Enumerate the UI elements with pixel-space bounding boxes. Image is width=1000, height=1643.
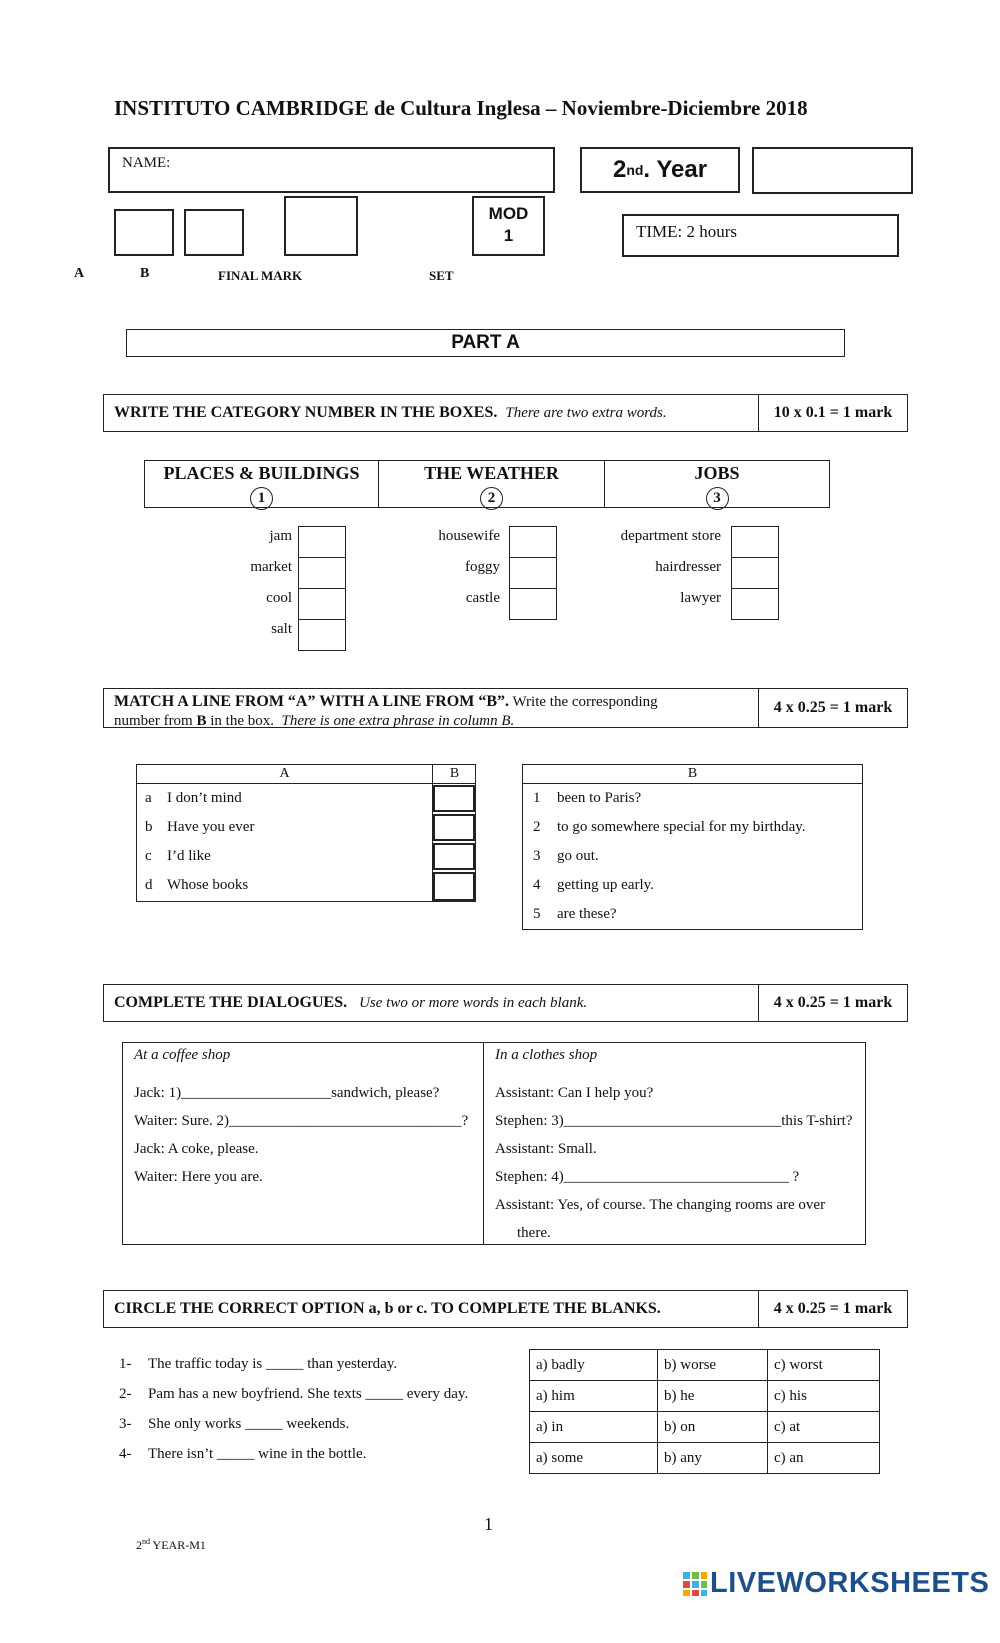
time-label: TIME: 2 hours — [636, 222, 738, 241]
logo-text: LIVEWORKSHEETS — [710, 1567, 990, 1599]
year-suffix: nd — [626, 162, 644, 178]
clothes-title: In a clothes shop — [495, 1047, 598, 1063]
b-text: getting up early. — [557, 877, 654, 893]
match-answer-box[interactable] — [433, 843, 475, 870]
section4-mark: 4 x 0.25 = 1 mark — [773, 1300, 893, 1317]
a-letter: d — [145, 877, 153, 893]
category-name: THE WEATHER — [424, 463, 559, 483]
page-number: 1 — [484, 1514, 493, 1534]
category-places — [144, 460, 379, 508]
dialogue-box — [122, 1042, 866, 1245]
a-letter: c — [145, 848, 152, 864]
question-row — [119, 1356, 397, 1373]
b-row — [533, 871, 806, 900]
category-name: JOBS — [694, 463, 740, 483]
time-box — [622, 214, 899, 257]
a-text: Have you ever — [167, 819, 255, 835]
option-c[interactable]: c) an — [768, 1443, 880, 1474]
b-num: 2 — [533, 819, 541, 835]
match-table-a — [136, 764, 476, 902]
section2-instruction: MATCH A LINE FROM “A” WITH A LINE FROM “B”. — [114, 693, 509, 710]
match-answer-box[interactable] — [433, 872, 475, 901]
b-row — [533, 842, 806, 871]
mod-box — [472, 196, 545, 256]
answer-box[interactable] — [509, 588, 557, 620]
section3-note: Use two or more words in each blank. — [359, 995, 588, 1011]
col-b-header: B — [432, 765, 476, 784]
section1-note: There are two extra words. — [505, 405, 667, 421]
dialogue-divider — [483, 1043, 484, 1244]
a-text: I’d like — [167, 848, 211, 864]
category-number: 2 — [480, 487, 503, 510]
a-row — [145, 813, 254, 842]
section1-instruction: WRITE THE CATEGORY NUMBER IN THE BOXES. — [114, 404, 498, 421]
answer-box[interactable] — [731, 588, 779, 620]
question-number: 4- — [119, 1446, 132, 1462]
b-row — [533, 784, 806, 813]
section3-mark: 4 x 0.25 = 1 mark — [773, 994, 893, 1011]
coffee-title: At a coffee shop — [134, 1047, 231, 1063]
option-c[interactable]: c) at — [768, 1412, 880, 1443]
word-item: salt — [271, 621, 292, 637]
section1-mark: 10 x 0.1 = 1 mark — [773, 404, 893, 421]
option-b[interactable]: b) worse — [658, 1350, 768, 1381]
question-number: 3- — [119, 1416, 132, 1432]
option-b[interactable]: b) on — [658, 1412, 768, 1443]
section1-header — [103, 394, 908, 432]
word-item: housewife — [438, 528, 500, 544]
question-text: There isn’t _____ wine in the bottle. — [148, 1446, 367, 1462]
label-set: SET — [429, 268, 454, 283]
a-row — [145, 784, 254, 813]
liveworksheets-logo — [682, 1567, 989, 1600]
dialogue-line[interactable]: Jack: 1)____________________sandwich, please? — [134, 1085, 440, 1101]
question-row — [119, 1446, 366, 1463]
b-num: 4 — [533, 877, 541, 893]
section2-line2: number from — [114, 713, 197, 729]
code-pre: 2 — [136, 1538, 142, 1552]
col-a-header: A — [137, 765, 432, 784]
dialogue-line[interactable]: Stephen: 3)_____________________________this T-shirt? — [495, 1113, 853, 1129]
dialogue-line[interactable]: Stephen: 4)______________________________ ? — [495, 1169, 800, 1185]
option-b[interactable]: b) he — [658, 1381, 768, 1412]
option-b[interactable]: b) any — [658, 1443, 768, 1474]
section4-instruction: CIRCLE THE CORRECT OPTION a, b or c. TO COMPLETE THE BLANKS. — [114, 1300, 661, 1317]
word-item: castle — [465, 590, 500, 606]
dialogue-line: Assistant: Yes, of course. The changing rooms are over — [495, 1197, 826, 1213]
logo-grid-icon — [682, 1571, 708, 1597]
year-box — [580, 147, 740, 193]
option-c[interactable]: c) worst — [768, 1350, 880, 1381]
section4-header — [103, 1290, 908, 1328]
question-row — [119, 1386, 468, 1403]
options-table — [529, 1349, 880, 1474]
mod-number: 1 — [503, 226, 514, 245]
section2-note: There is one extra phrase in column B. — [281, 713, 515, 729]
a-row — [145, 842, 254, 871]
option-a[interactable]: a) in — [530, 1412, 658, 1443]
option-a[interactable]: a) him — [530, 1381, 658, 1412]
option-a[interactable]: a) some — [530, 1443, 658, 1474]
document-title: INSTITUTO CAMBRIDGE de Cultura Inglesa – Noviembre-Diciembre 2018 — [114, 96, 808, 120]
dialogue-line: Jack: A coke, please. — [134, 1141, 259, 1157]
answer-box[interactable] — [509, 557, 557, 589]
label-b: B — [140, 266, 150, 281]
clothes-dialogue — [495, 1043, 853, 1247]
match-table-b — [522, 764, 863, 930]
b-num: 1 — [533, 790, 541, 806]
question-text: She only works _____ weekends. — [148, 1416, 350, 1432]
question-row — [119, 1416, 349, 1433]
answer-box[interactable] — [298, 619, 346, 651]
options-row — [530, 1381, 880, 1412]
b-table-header: B — [523, 765, 862, 784]
label-a: A — [74, 266, 85, 281]
question-number: 1- — [119, 1356, 132, 1372]
dialogue-line: Assistant: Can I help you? — [495, 1085, 654, 1101]
a-row — [145, 871, 254, 900]
question-text: Pam has a new boyfriend. She texts _____ every day. — [148, 1386, 469, 1402]
category-jobs — [604, 460, 830, 508]
a-text: Whose books — [167, 877, 249, 893]
a-rows — [145, 784, 254, 900]
question-number: 2- — [119, 1386, 132, 1402]
category-number: 3 — [706, 487, 729, 510]
options-row — [530, 1350, 880, 1381]
section3-instruction: COMPLETE THE DIALOGUES. — [114, 994, 348, 1011]
b-num: 5 — [533, 906, 541, 922]
code-post: YEAR-M1 — [150, 1538, 206, 1552]
option-a[interactable]: a) badly — [530, 1350, 658, 1381]
match-answer-box[interactable] — [433, 814, 475, 841]
year-rest: . Year — [643, 156, 708, 183]
year-number: 2 — [612, 156, 627, 183]
part-a-label: PART A — [451, 332, 520, 353]
word-item: foggy — [465, 559, 500, 575]
word-item: lawyer — [680, 590, 721, 606]
options-row — [530, 1412, 880, 1443]
a-letter: b — [145, 819, 153, 835]
b-text: are these? — [557, 906, 617, 922]
a-text: I don’t mind — [167, 790, 242, 806]
category-number: 1 — [250, 487, 273, 510]
section2-line2-b: B — [196, 713, 207, 729]
dialogue-line[interactable]: Waiter: Sure. 2)_______________________________? — [134, 1113, 469, 1129]
answer-box[interactable] — [298, 526, 346, 558]
word-item: hairdresser — [655, 559, 721, 575]
final-mark-box[interactable] — [284, 196, 358, 256]
name-label: NAME: — [122, 155, 171, 171]
answer-box[interactable] — [298, 588, 346, 620]
name-field[interactable] — [108, 147, 555, 193]
section2-header — [103, 688, 908, 728]
section2-instruction-rest: Write the corresponding — [509, 694, 658, 710]
section2-mark: 4 x 0.25 = 1 mark — [773, 699, 893, 716]
answer-box[interactable] — [509, 526, 557, 558]
answer-box[interactable] — [731, 557, 779, 589]
code-sup: nd — [142, 1537, 150, 1546]
word-item: cool — [266, 590, 292, 606]
b-num: 3 — [533, 848, 541, 864]
question-text: The traffic today is _____ than yesterday. — [148, 1356, 398, 1372]
section2-line2-post: in the box. — [206, 713, 274, 729]
b-text: been to Paris? — [557, 790, 642, 806]
b-text: to go somewhere special for my birthday. — [557, 819, 806, 835]
answer-box[interactable] — [731, 526, 779, 558]
dialogue-line: Waiter: Here you are. — [134, 1169, 263, 1185]
b-row — [533, 900, 806, 929]
section3-header — [103, 984, 908, 1022]
dialogue-line: there. — [517, 1225, 551, 1241]
mark-a-box[interactable] — [114, 209, 174, 256]
match-answer-box[interactable] — [433, 785, 475, 812]
label-final-mark: FINAL MARK — [218, 268, 303, 283]
b-text: go out. — [557, 848, 599, 864]
category-weather — [378, 460, 605, 508]
word-item: jam — [269, 528, 292, 544]
page-code — [136, 1537, 206, 1553]
coffee-dialogue — [134, 1043, 468, 1191]
dialogue-line: Assistant: Small. — [495, 1141, 597, 1157]
b-rows — [533, 784, 806, 929]
b-row — [533, 813, 806, 842]
word-item: department store — [620, 528, 721, 544]
word-item: market — [250, 559, 292, 575]
mark-b-box[interactable] — [184, 209, 244, 256]
part-a-banner — [126, 329, 845, 357]
options-row — [530, 1443, 880, 1474]
year-answer-box[interactable] — [752, 147, 913, 194]
category-name: PLACES & BUILDINGS — [163, 463, 360, 483]
a-letter: a — [145, 790, 152, 806]
option-c[interactable]: c) his — [768, 1381, 880, 1412]
answer-box[interactable] — [298, 557, 346, 589]
mod-label: MOD — [488, 204, 529, 223]
